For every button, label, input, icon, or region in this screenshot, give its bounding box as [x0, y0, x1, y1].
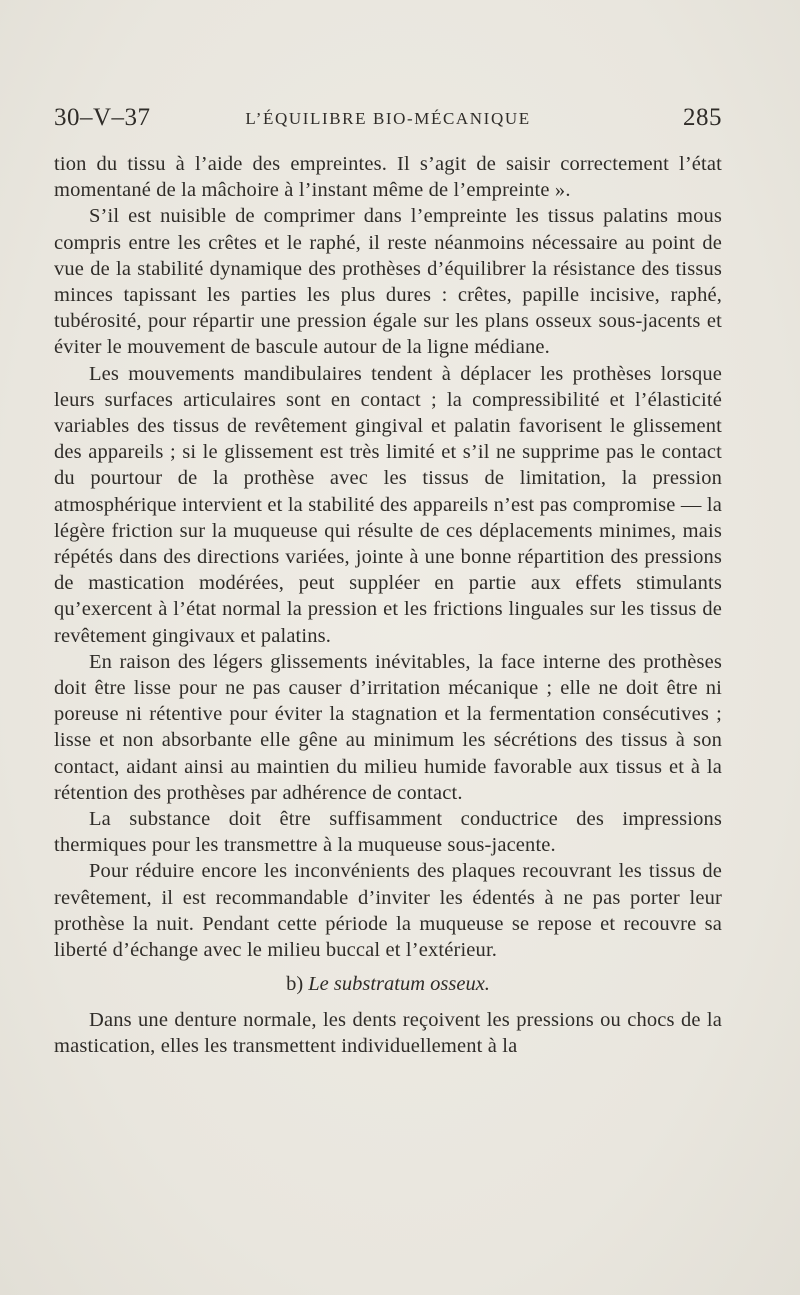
paragraph: En raison des légers glissements inévitables, la face interne des prothèses doit être lisse pour ne pas causer d’irritation mécanique ; elle ne doit être ni poreuse ni rétentive pour éviter la stagnation et la fermentation consécutives ; lisse et non absorbante elle gêne au minimum les sécrétions des tissus à son contact, aidant ainsi au maintien du milieu humide favorable aux tissus et à la rétention des prothèses par adhérence de contact.: [54, 650, 722, 804]
body-text: [54, 151, 722, 1059]
paragraph: La substance doit être suffisamment conductrice des impressions thermiques pour les transmettre à la muqueuse sous-jacente.: [54, 808, 722, 857]
subheading-label: b): [286, 973, 304, 996]
page-number: 285: [683, 104, 722, 131]
header-running-title: L’ÉQUILIBRE BIO-MÉCANIQUE: [245, 109, 531, 128]
section-subheading: [54, 963, 722, 1006]
paragraph-closing: Dans une denture normale, les dents reçoivent les pressions ou chocs de la mastication, elles les transmettent individuellement à la: [54, 1008, 722, 1057]
header-date-code: 30–V–37: [54, 104, 151, 131]
subheading-title: Le substratum osseux.: [308, 973, 490, 996]
paragraph-continuation: tion du tissu à l’aide des empreintes. Il s’agit de saisir correctement l’état momentané de la mâchoire à l’instant même de l’empreinte ».: [54, 153, 722, 202]
paragraph: Pour réduire encore les inconvénients des plaques recouvrant les tissus de revêtement, il est recommandable d’inviter les édentés à ne pas porter leur prothèse la nuit. Pendant cette période la muqueuse se repose et recouvre sa liberté d’échange avec le milieu buccal et l’extérieur.: [54, 860, 722, 962]
paragraph: Les mouvements mandibulaires tendent à déplacer les prothèses lorsque leurs surfaces articulaires sont en contact ; la compressibilité et l’élasticité variables des tissus de revêtement gingival et palatin favorisent le glissement des appareils ; si le glissement est très limité et s’il ne supprime pas le contact du pourtour de la prothèse avec les tissus de limitation, la pression atmosphérique intervient et la stabilité des appareils n’est pas compromise — la légère friction sur la muqueuse qui résulte de ces déplacements minimes, mais répétés dans des directions variées, jointe à une bonne répartition des pressions de mastication modérées, peut suppléer en partie aux effets stimulants qu’exercent à l’état normal la pression et les frictions linguales sur les tissus de revêtement gingivaux et palatins.: [54, 362, 722, 647]
paragraph: S’il est nuisible de comprimer dans l’empreinte les tissus palatins mous compris entre les crêtes et le raphé, il reste néanmoins nécessaire au point de vue de la stabilité dynamique des prothèses d’équilibrer la résistance des tissus minces tapissant les parties les plus dures : crêtes, papille incisive, raphé, tubérosité, pour répartir une pression égale sur les plans osseux sous-jacents et éviter le mouvement de bascule autour de la ligne médiane.: [54, 205, 722, 359]
running-header: [54, 104, 722, 140]
